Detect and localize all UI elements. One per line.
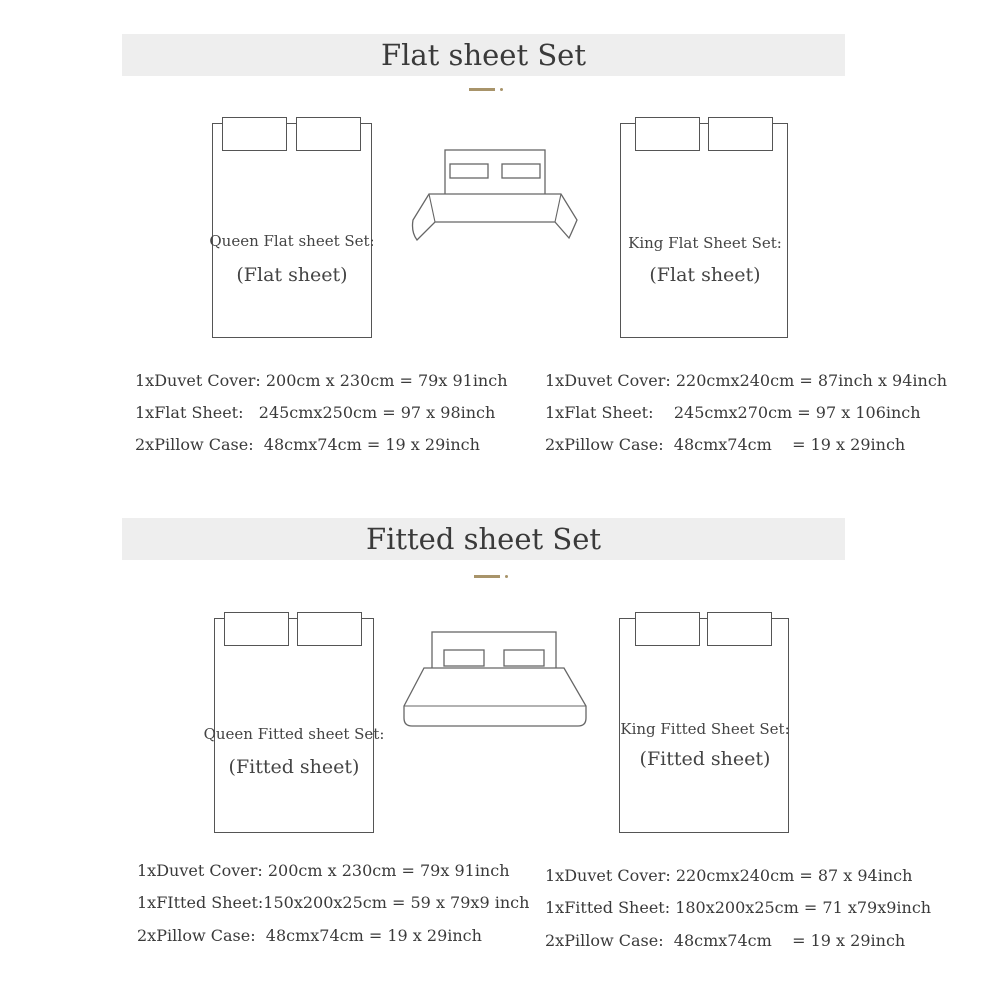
queen-flat-bed-diagram <box>212 123 372 338</box>
spec-line: 1xDuvet Cover: 200cm x 230cm = 79x 91inch <box>135 371 508 390</box>
king-flat-label: King Flat Sheet Set: <box>628 234 782 252</box>
spec-line: 1xFitted Sheet: 180x200x25cm = 71 x79x9inch <box>545 898 932 917</box>
spec-line: 1xFItted Sheet:150x200x25cm = 59 x 79x9 inch <box>137 893 530 912</box>
spec-line: 1xFlat Sheet: 245cmx270cm = 97 x 106inch <box>545 403 921 422</box>
king-flat-sublabel: (Flat sheet) <box>649 264 761 286</box>
queen-fitted-sublabel: (Fitted sheet) <box>228 756 360 778</box>
pillow-icon <box>297 612 362 646</box>
spec-line: 1xDuvet Cover: 200cm x 230cm = 79x 91inch <box>137 861 510 880</box>
pillow-icon <box>635 612 700 646</box>
spec-line: 1xDuvet Cover: 220cmx240cm = 87 x 94inch <box>545 866 913 885</box>
pillow-icon <box>635 117 700 151</box>
pillow-icon <box>296 117 361 151</box>
pillow-icon <box>707 612 772 646</box>
queen-flat-sublabel: (Flat sheet) <box>236 264 348 286</box>
spec-line: 1xDuvet Cover: 220cmx240cm = 87inch x 94inch <box>545 371 948 390</box>
king-flat-bed-diagram <box>620 123 788 338</box>
pillow-icon <box>222 117 287 151</box>
pillow-icon <box>708 117 773 151</box>
king-fitted-sublabel: (Fitted sheet) <box>639 748 771 770</box>
king-fitted-label: King Fitted Sheet Set: <box>620 720 790 738</box>
spec-line: 2xPillow Case: 48cmx74cm = 19 x 29inch <box>545 931 906 950</box>
queen-fitted-label: Queen Fitted sheet Set: <box>203 725 385 743</box>
fitted-sheet-bed-illustration <box>402 630 588 730</box>
flat-sheet-bed-illustration <box>405 148 585 243</box>
section-banner-flat <box>122 34 845 76</box>
pillow-icon <box>224 612 289 646</box>
section-banner-fitted <box>122 518 845 560</box>
spec-line: 2xPillow Case: 48cmx74cm = 19 x 29inch <box>545 435 906 454</box>
queen-flat-label: Queen Flat sheet Set: <box>209 232 375 250</box>
spec-line: 2xPillow Case: 48cmx74cm = 19 x 29inch <box>137 926 482 945</box>
section-title-flat: Flat sheet Set <box>381 38 586 72</box>
section-title-fitted: Fitted sheet Set <box>365 522 602 556</box>
spec-line: 1xFlat Sheet: 245cmx250cm = 97 x 98inch <box>135 403 496 422</box>
spec-line: 2xPillow Case: 48cmx74cm = 19 x 29inch <box>135 435 480 454</box>
